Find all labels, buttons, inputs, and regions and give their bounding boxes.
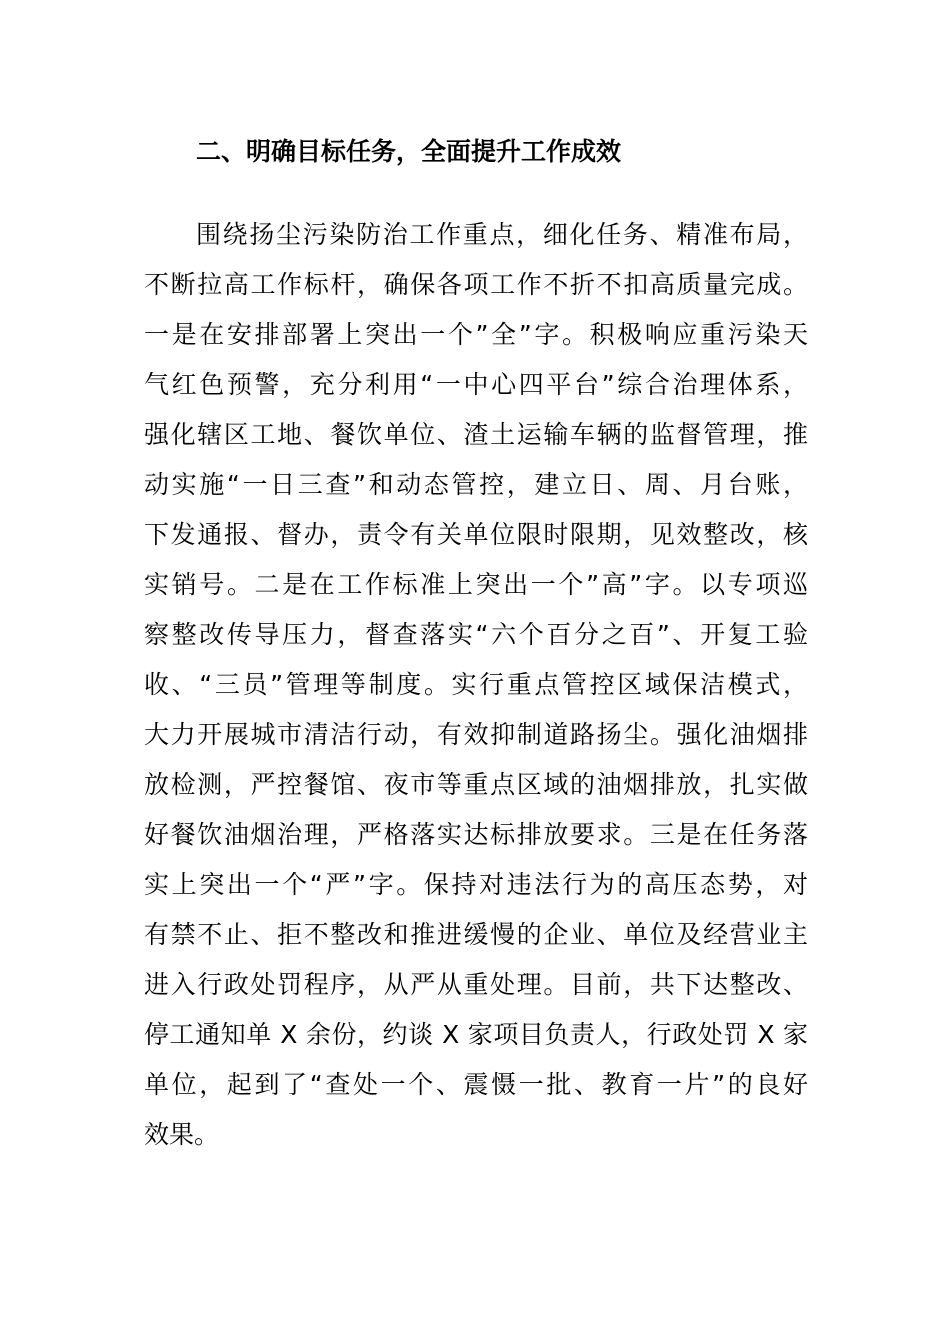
- paragraph-line: 停工通知单 X 余份，约谈 X 家项目负责人，行政处罚 X 家: [144, 1020, 808, 1049]
- paragraph-line: 察整改传导压力，督查落实“六个百分之百”、开复工验: [144, 620, 808, 649]
- paragraph-line: 放检测，严控餐馆、夜市等重点区域的油烟排放，扎实做: [144, 770, 808, 799]
- paragraph-line: 气红色预警，充分利用“一中心四平台”综合治理体系，: [144, 370, 808, 399]
- paragraph-line: 不断拉高工作标杆，确保各项工作不折不扣高质量完成。: [144, 270, 808, 299]
- paragraph-line: 大力开展城市清洁行动，有效抑制道路扬尘。强化油烟排: [144, 720, 808, 749]
- paragraph-line: 动实施“一日三查”和动态管控，建立日、周、月台账，: [144, 470, 808, 499]
- paragraph-line: 围绕扬尘污染防治工作重点，细化任务、精准布局，: [196, 220, 808, 249]
- paragraph-line: 进入行政处罚程序，从严从重处理。目前，共下达整改、: [144, 970, 808, 999]
- paragraph-line: 单位，起到了“查处一个、震慑一批、教育一片”的良好: [144, 1070, 808, 1099]
- section-paragraph: [144, 210, 808, 1160]
- paragraph-line: 一是在安排部署上突出一个”全”字。积极响应重污染天: [144, 320, 808, 349]
- paragraph-line: 有禁不止、拒不整改和推进缓慢的企业、单位及经营业主: [144, 920, 808, 949]
- paragraph-line: 实销号。二是在工作标准上突出一个”高”字。以专项巡: [144, 570, 808, 599]
- paragraph-line: 效果。: [144, 1120, 220, 1149]
- section-heading: 二、明确目标任务，全面提升工作成效: [196, 137, 622, 166]
- paragraph-line: 实上突出一个“严”字。保持对违法行为的高压态势，对: [144, 870, 808, 899]
- paragraph-line: 强化辖区工地、餐饮单位、渣土运输车辆的监督管理，推: [144, 420, 808, 449]
- paragraph-line: 下发通报、督办，责令有关单位限时限期，见效整改，核: [144, 520, 808, 549]
- paragraph-line: 好餐饮油烟治理，严格落实达标排放要求。三是在任务落: [144, 820, 808, 849]
- paragraph-line: 收、“三员”管理等制度。实行重点管控区域保洁模式，: [144, 670, 808, 699]
